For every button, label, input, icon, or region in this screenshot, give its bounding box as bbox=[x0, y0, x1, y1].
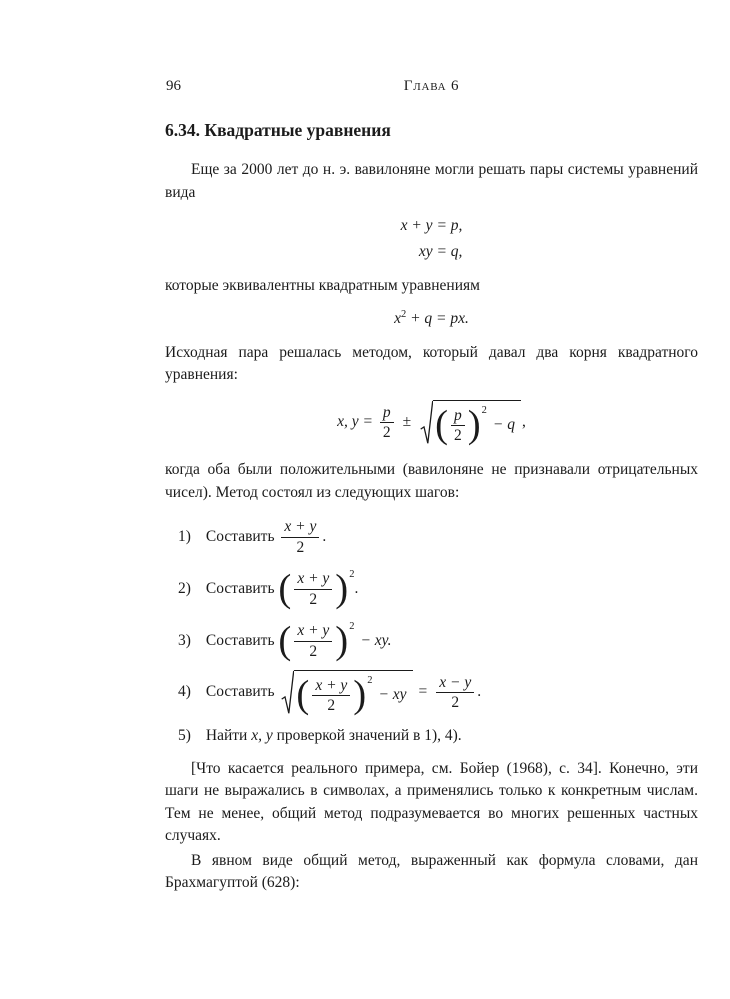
fraction bbox=[436, 674, 474, 713]
step-text-pre: Найти bbox=[205, 727, 248, 745]
paragraph-intro: Еще за 2000 лет до н. э. вавилоняне могли решать пары системы уравнений вида bbox=[165, 161, 698, 201]
trailing-comma: , bbox=[522, 413, 526, 431]
step-verb: Составить bbox=[205, 579, 275, 597]
step-verb: Составить bbox=[205, 528, 275, 546]
fraction bbox=[451, 407, 465, 446]
fraction-numerator: p bbox=[451, 407, 465, 427]
equals-sign: = bbox=[418, 683, 428, 701]
fraction-numerator: p bbox=[380, 404, 394, 424]
equation-column bbox=[401, 213, 463, 264]
step-label: 4) bbox=[178, 683, 191, 701]
right-paren: ) bbox=[335, 618, 349, 662]
running-head bbox=[165, 76, 698, 96]
left-paren: ( bbox=[278, 618, 292, 662]
fraction-numerator: x + y bbox=[294, 622, 332, 642]
exponent: 2 bbox=[367, 675, 373, 687]
left-paren: ( bbox=[296, 673, 310, 717]
math-base: x bbox=[394, 310, 401, 328]
fraction-numerator: x − y bbox=[436, 674, 474, 694]
fraction bbox=[294, 622, 332, 661]
exponent: 2 bbox=[481, 405, 487, 417]
roots-lhs: x, y = bbox=[337, 413, 373, 431]
fraction-numerator: x + y bbox=[294, 570, 332, 590]
exponent: 2 bbox=[349, 620, 355, 632]
chapter-header: Глава 6 bbox=[403, 78, 460, 94]
plus-minus-sign: ± bbox=[402, 413, 412, 431]
right-paren: ) bbox=[353, 673, 367, 717]
fraction-denominator: 2 bbox=[309, 642, 318, 660]
radicand-tail: − xy bbox=[378, 686, 407, 704]
fraction-denominator: 2 bbox=[296, 539, 305, 557]
step-4 bbox=[178, 670, 698, 715]
fraction bbox=[281, 518, 319, 557]
steps-list bbox=[178, 518, 698, 748]
radicand bbox=[433, 400, 521, 445]
radical-sign bbox=[281, 670, 294, 715]
equation-line-2: xy = q, bbox=[418, 242, 463, 260]
step-tail: − xy. bbox=[360, 631, 392, 649]
radicand bbox=[294, 670, 412, 715]
equation-roots bbox=[165, 400, 698, 445]
step-label: 5) bbox=[178, 727, 191, 745]
exponent: 2 bbox=[349, 568, 355, 580]
radical-sign bbox=[420, 400, 433, 445]
right-paren: ) bbox=[335, 566, 349, 610]
paragraph-equivalent: которые эквивалентны квадратным уравнениям bbox=[165, 277, 480, 295]
equation-quadratic bbox=[165, 307, 698, 331]
step-2 bbox=[178, 567, 698, 609]
fraction-numerator: x + y bbox=[281, 518, 319, 538]
step-math: x, y bbox=[251, 727, 273, 745]
section-title: 6.34. Квадратные уравнения bbox=[165, 120, 391, 140]
fraction-denominator: 2 bbox=[327, 697, 336, 715]
step-text-post: проверкой значений в 1), 4). bbox=[276, 727, 462, 745]
step-verb: Составить bbox=[205, 683, 275, 701]
fraction-denominator: 2 bbox=[382, 424, 391, 442]
fraction-denominator: 2 bbox=[451, 694, 460, 712]
radicand-tail: − q bbox=[492, 416, 515, 434]
paragraph-closing-1: [Что касается реального примера, см. Бойер (1968), с. 34]. Конечно, эти шаги не выражались в символах, а применялись только к конкретным числам. Тем не менее, общий метод подразумевается во многих решенных частных случаях. bbox=[165, 759, 698, 845]
paragraph-closing-2: В явном виде общий метод, выраженный как формула словами, дан Брахмагуптой (628): bbox=[165, 851, 698, 892]
math-exponent: 2 bbox=[400, 308, 407, 320]
fraction bbox=[294, 570, 332, 609]
fraction-numerator: x + y bbox=[312, 677, 350, 697]
page-number: 96 bbox=[166, 78, 181, 94]
step-label: 2) bbox=[178, 579, 191, 597]
period: . bbox=[477, 683, 482, 701]
equation-line-1: x + y = p, bbox=[400, 217, 463, 235]
left-paren: ( bbox=[435, 403, 448, 447]
paragraph-method: Исходная пара решалась методом, который давал два корня квадратного уравнения: bbox=[165, 343, 698, 383]
left-paren: ( bbox=[278, 566, 292, 610]
equation-system bbox=[165, 213, 698, 264]
step-label: 3) bbox=[178, 631, 191, 649]
period: . bbox=[354, 579, 359, 597]
step-1 bbox=[178, 518, 698, 557]
step-verb: Составить bbox=[205, 631, 275, 649]
square-root bbox=[281, 670, 412, 715]
square-root bbox=[420, 400, 521, 445]
fraction bbox=[312, 677, 350, 716]
step-3 bbox=[178, 619, 698, 661]
period: . bbox=[322, 528, 327, 546]
fraction-denominator: 2 bbox=[309, 590, 318, 608]
fraction-denominator: 2 bbox=[454, 427, 462, 445]
fraction bbox=[380, 404, 394, 443]
right-paren: ) bbox=[467, 403, 481, 447]
step-label: 1) bbox=[178, 528, 191, 546]
paragraph-after-roots: когда оба были положительными (вавилоняне не признавали отрицательных чисел). Метод состоял из следующих шагов: bbox=[165, 461, 698, 501]
step-5 bbox=[178, 725, 698, 747]
math-rest: + q = px. bbox=[410, 310, 469, 328]
